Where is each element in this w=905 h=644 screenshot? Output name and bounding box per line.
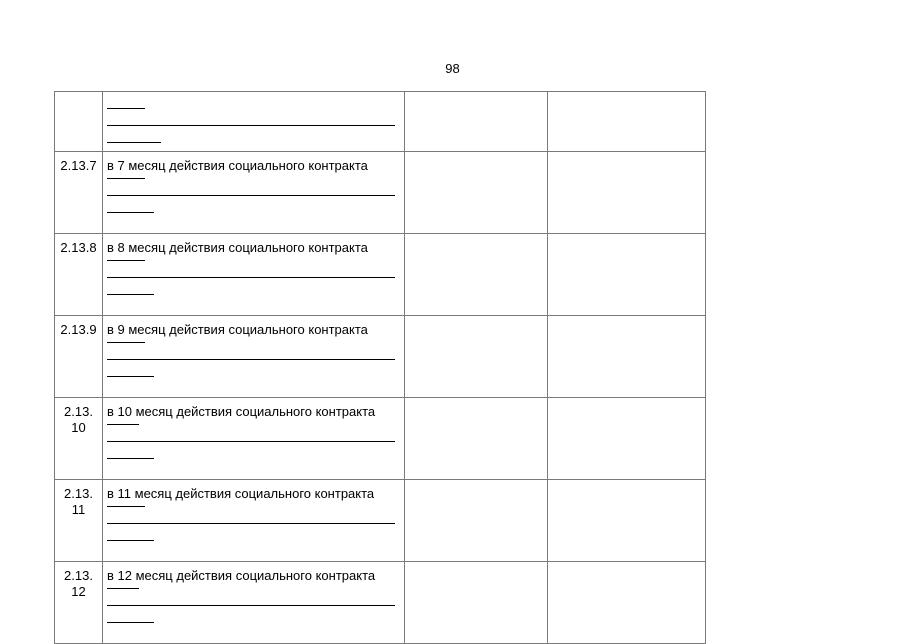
row-number-cell: [55, 152, 103, 234]
row-number-cell: [55, 316, 103, 398]
row-description: в 12 месяц действия социального контракта: [107, 568, 376, 583]
row-number: 2.13.10: [64, 404, 93, 435]
row-description: в 11 месяц действия социального контракта: [107, 486, 375, 501]
row-description: в 8 месяц действия социального контракта: [107, 240, 368, 255]
table-row: [55, 480, 706, 562]
row-description-cell: [103, 316, 405, 398]
empty-cell: [405, 480, 548, 562]
row-description-cell: [103, 480, 405, 562]
row-description: в 7 месяц действия социального контракта: [107, 158, 368, 173]
empty-cell: [405, 562, 548, 644]
fill-in-line: [107, 540, 154, 541]
row-description: в 10 месяц действия социального контракта: [107, 404, 376, 419]
row-number: 2.13.11: [64, 486, 93, 517]
table-row: [55, 316, 706, 398]
empty-cell: [405, 234, 548, 316]
row-number: 2.13.7: [60, 158, 97, 173]
empty-cell: [405, 316, 548, 398]
row-description: в 9 месяц действия социального контракта: [107, 322, 368, 337]
fill-in-line: [107, 294, 154, 295]
empty-cell: [548, 152, 706, 234]
page-number: 98: [445, 61, 460, 76]
row-number-cell: [55, 92, 103, 152]
row-number: 2.13.12: [64, 568, 93, 599]
empty-cell: [548, 92, 706, 152]
table-row: [55, 234, 706, 316]
table-row: [55, 152, 706, 234]
empty-cell: [548, 234, 706, 316]
table-row: [55, 562, 706, 644]
row-description-cell: [103, 152, 405, 234]
table-row: [55, 92, 706, 152]
row-description-cell: [103, 562, 405, 644]
fill-in-line: [107, 212, 154, 213]
empty-cell: [405, 92, 548, 152]
empty-cell: [405, 152, 548, 234]
row-number-cell: [55, 398, 103, 480]
fill-in-line: [107, 458, 154, 459]
contract-table: [54, 91, 706, 644]
empty-cell: [405, 398, 548, 480]
fill-in-line: [107, 142, 161, 143]
row-description-cell: [103, 398, 405, 480]
empty-cell: [548, 316, 706, 398]
row-number: 2.13.8: [60, 240, 97, 255]
fill-in-line: [107, 376, 154, 377]
row-number-cell: [55, 562, 103, 644]
empty-cell: [548, 562, 706, 644]
empty-cell: [548, 480, 706, 562]
table-row: [55, 398, 706, 480]
fill-in-line: [107, 622, 154, 623]
row-description-cell: [103, 92, 405, 152]
row-number-cell: [55, 234, 103, 316]
row-number: 2.13.9: [60, 322, 97, 337]
row-number-cell: [55, 480, 103, 562]
empty-cell: [548, 398, 706, 480]
row-description-cell: [103, 234, 405, 316]
